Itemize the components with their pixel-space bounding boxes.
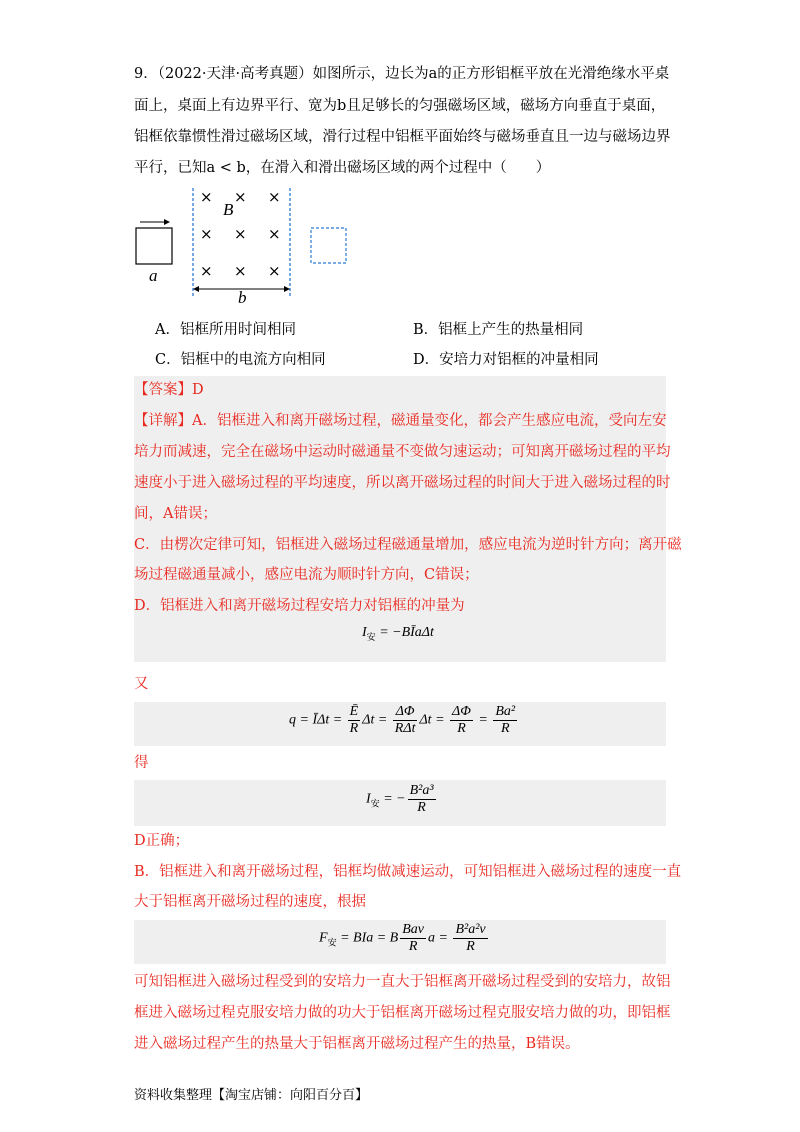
question-source: （2022·天津·高考真题） xyxy=(157,66,313,82)
question-line-4: 平行，已知a < b，在滑入和滑出磁场区域的两个过程中（ ） xyxy=(134,160,551,176)
detail-line-c1: C．由楞次定律可知，铝框进入磁场过程磁通量增加，感应电流为逆时针方向；离开磁 xyxy=(134,537,682,553)
option-a: A．铝框所用时间相同 xyxy=(155,322,296,338)
detail-line-b4: 框进入磁场过程克服安培力做的功大于铝框离开磁场过程克服安培力做的功，即铝框 xyxy=(134,1005,671,1021)
option-c: C．铝框中的电流方向相同 xyxy=(155,352,326,368)
d-correct: D正确； xyxy=(134,833,190,849)
detail-line-a4: 间，A错误； xyxy=(134,506,217,522)
field-cross-mark: × xyxy=(268,225,281,243)
detail-line-b3: 可知铝框进入磁场过程受到的安培力一直大于铝框离开磁场过程受到的安培力，故铝 xyxy=(134,974,671,990)
velocity-arrowhead xyxy=(164,219,170,225)
detail-line-c2: 场过程磁通量减小，感应电流为顺时针方向，C错误； xyxy=(134,567,479,583)
aluminum-frame xyxy=(136,228,172,264)
side-label: a xyxy=(149,266,158,285)
detail-line-d1: D．铝框进入和离开磁场过程安培力对铝框的冲量为 xyxy=(134,598,465,614)
question-line-1: 9．（2022·天津·高考真题）如图所示，边长为a的正方形铝框平放在光滑绝缘水平桌 xyxy=(134,66,670,82)
field-cross-mark: × xyxy=(268,262,281,280)
field-cross-mark: × xyxy=(200,225,213,243)
text-you: 又 xyxy=(134,676,149,692)
detail-label: 【详解】 xyxy=(134,413,192,429)
equation-result: $I_安$ = − $\frac{\text{B²a³}}{R}$ xyxy=(366,783,434,815)
field-cross-mark: × xyxy=(200,188,213,206)
detail-line-b1: B．铝框进入和离开磁场过程，铝框均做减速运动，可知铝框进入磁场过程的速度一直 xyxy=(134,864,682,880)
footer: 资料收集整理【淘宝店铺：向阳百分百】 xyxy=(134,1088,369,1103)
option-d: D．安培力对铝框的冲量相同 xyxy=(413,352,599,368)
field-cross-mark: × xyxy=(234,225,247,243)
question-line-2: 面上，桌面上有边界平行、宽为b且足够长的匀强磁场区域，磁场方向垂直于桌面， xyxy=(134,98,666,114)
equation-impulse: $I_安$ = −BĪaΔt xyxy=(362,625,434,642)
detail-line-a1: 【详解】A．铝框进入和离开磁场过程，磁通量变化，都会产生感应电流，受向左安 xyxy=(134,413,667,429)
option-b: B．铝框上产生的热量相同 xyxy=(413,322,584,338)
field-cross-mark: × xyxy=(268,188,281,206)
detail-line-a2: 培力而减速，完全在磁场中运动时磁通量不变做匀速运动；可知离开磁场过程的平均 xyxy=(134,444,671,460)
question-line-3: 铝框依靠惯性滑过磁场区域，滑行过程中铝框平面始终与磁场垂直且一边与磁场边界 xyxy=(134,129,671,145)
magnetic-field-figure xyxy=(130,188,360,308)
detail-line-b2: 大于铝框离开磁场过程的速度，根据 xyxy=(134,894,366,910)
detail-line-b5: 进入磁场过程产生的热量大于铝框离开磁场过程产生的热量，B错误。 xyxy=(134,1036,580,1052)
field-cross-mark: × xyxy=(200,262,213,280)
detail-line-a3: 速度小于进入磁场过程的平均速度，所以离开磁场过程的时间大于进入磁场过程的时 xyxy=(134,475,671,491)
equation-charge: q = ĪΔt = $\frac{Ē}{R}$ Δt = $\frac{\Delta\Phi}{\text{RΔt}}$ Δt = $\frac{\Delta\Phi}{R}$ = $\frac{\text{Ba²}}{R}$ xyxy=(289,704,516,736)
width-arrowhead-left xyxy=(193,286,199,292)
equation-force: $F_安$ = BIa = B $\frac{\text{Bav}}{R}$ a = $\frac{\text{B²a²v}}{R}$ xyxy=(319,922,486,954)
width-arrowhead-right xyxy=(284,286,290,292)
width-label: b xyxy=(238,288,247,307)
frame-exit-position xyxy=(311,228,346,263)
field-label-b: B xyxy=(223,200,234,219)
question-number: 9． xyxy=(134,66,158,82)
answer-label: 【答案】D xyxy=(134,382,204,398)
field-cross-mark: × xyxy=(234,188,247,206)
text-de: 得 xyxy=(134,755,149,771)
field-cross-mark: × xyxy=(234,262,247,280)
